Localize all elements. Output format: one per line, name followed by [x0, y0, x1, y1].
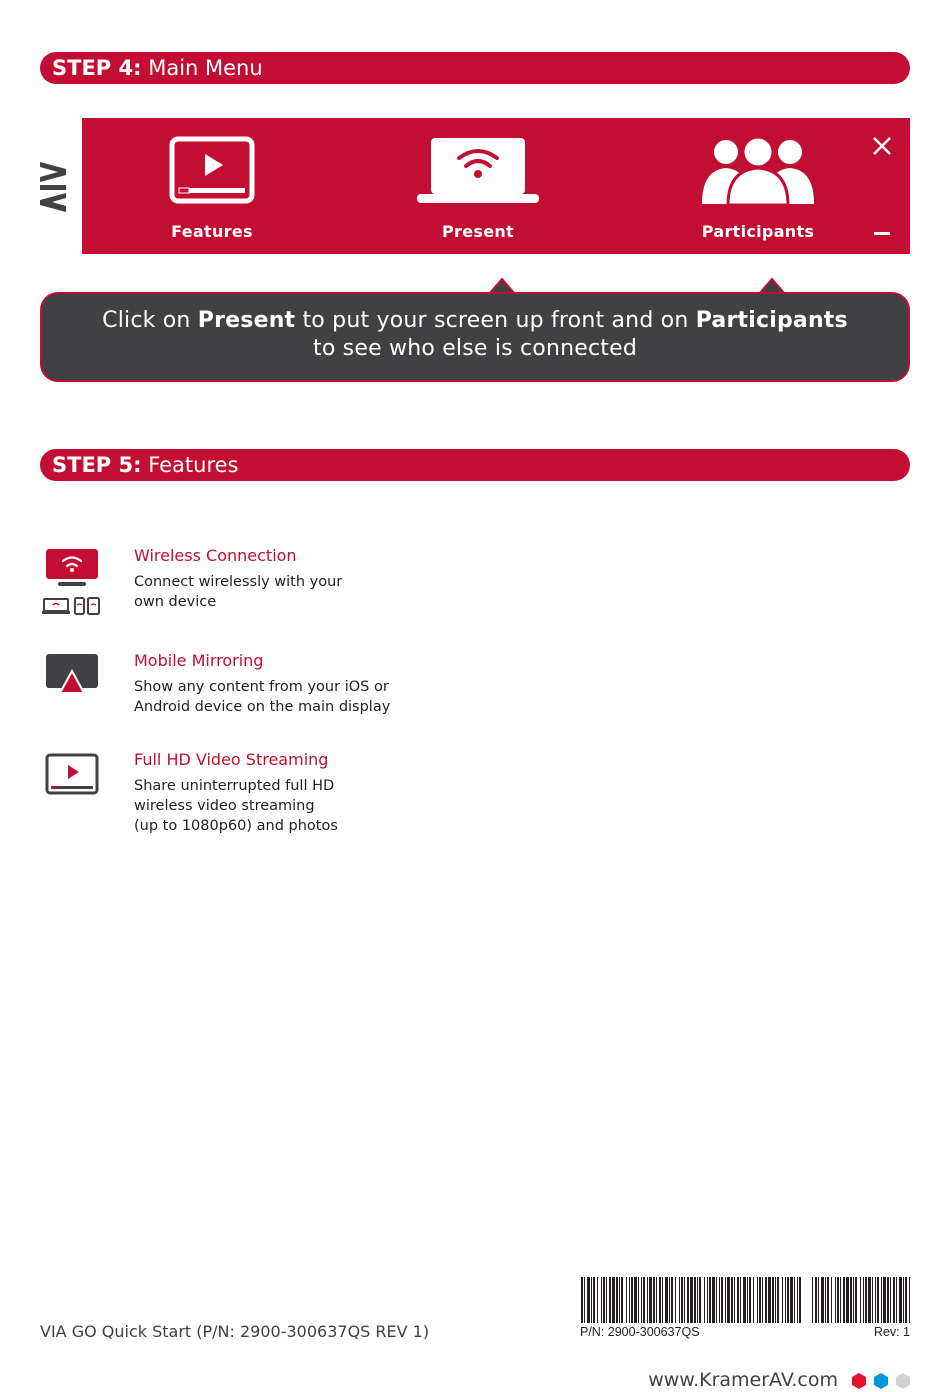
step5-header [40, 449, 910, 481]
document-title: VIA GO Quick Start (P/N: 2900-300637QS REV 1) [40, 1322, 430, 1341]
via-logo-icon [36, 160, 70, 214]
barcode-part-number: P/N: 2900-300637QS [580, 1325, 700, 1339]
present-laptop-icon [415, 136, 541, 206]
main-menu-bar [82, 118, 910, 254]
close-icon[interactable] [872, 136, 892, 156]
barcode [581, 1277, 910, 1323]
menu-item-features[interactable] [122, 118, 302, 254]
callout-text-b: to put your screen up front and on [295, 308, 696, 333]
step5-label: STEP 5: [52, 453, 142, 477]
step5-title: Features [148, 453, 239, 477]
features-label: Features [171, 222, 253, 241]
wireless-connection-icon [40, 546, 104, 618]
step4-title: Main Menu [148, 56, 263, 80]
callout-participants-bold: Participants [695, 308, 848, 333]
participants-label: Participants [701, 222, 815, 241]
instruction-callout [40, 292, 910, 382]
step4-label: STEP 4: [52, 56, 142, 80]
callout-line1 [42, 307, 908, 335]
website-link[interactable]: www.KramerAV.com [648, 1369, 838, 1391]
feature-description: Show any content from your iOS or Android device on the main display [134, 679, 391, 715]
callout-present-bold: Present [197, 308, 296, 333]
mobile-mirroring-icon [40, 651, 104, 699]
participants-icon [698, 136, 818, 206]
feature-description: Share uninterrupted full HD wireless video streaming (up to 1080p60) and photos [134, 778, 338, 834]
minimize-icon[interactable] [874, 232, 890, 235]
brand-hexagons-icon [850, 1372, 912, 1390]
menu-item-participants[interactable] [668, 118, 848, 254]
hex-gray-icon [896, 1373, 910, 1389]
menu-item-present[interactable] [388, 118, 568, 254]
feature-title: Wireless Connection [134, 546, 297, 565]
step4-header [40, 52, 910, 84]
hex-blue-icon [874, 1373, 888, 1389]
feature-title: Full HD Video Streaming [134, 750, 329, 769]
callout-line2: to see who else is connected [313, 336, 637, 361]
barcode-revision: Rev: 1 [873, 1325, 910, 1339]
feature-title: Mobile Mirroring [134, 651, 264, 670]
features-icon [167, 136, 257, 206]
present-label: Present [442, 222, 514, 241]
callout-text-a: Click on [102, 308, 198, 333]
hex-red-icon [852, 1373, 866, 1389]
video-streaming-icon [40, 750, 104, 798]
feature-description: Connect wirelessly with your own device [134, 574, 343, 610]
